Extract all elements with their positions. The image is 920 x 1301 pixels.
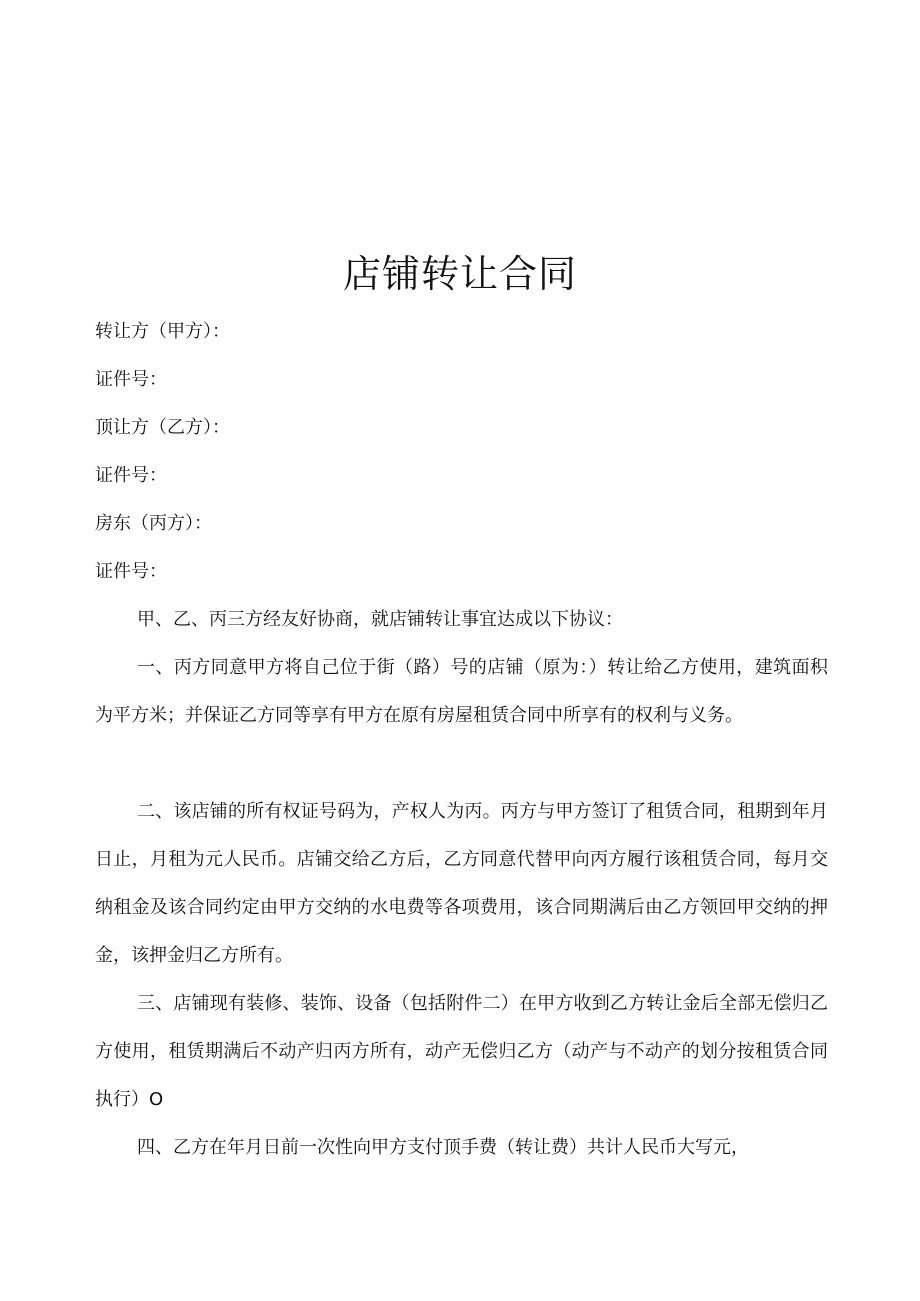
transferee-field: 顶让方（乙方）： [95,417,230,438]
intro-paragraph: 甲、乙、丙三方经友好协商，就店铺转让事宜达成以下协议： [137,609,623,630]
transferee-id-field: 证件号： [95,465,167,486]
landlord-field: 房东（丙方）： [95,513,212,534]
transferor-id-field: 证件号： [95,369,167,390]
transferor-field: 转让方（甲方）： [95,321,230,342]
clause-4: 四、乙方在年月日前一次性向甲方支付顶手费（转让费）共计人民币大写元， [137,1137,749,1158]
clause-2: 二、该店铺的所有权证号码为，产权人为丙。丙方与甲方签订了租赁合同，租期到年月日止，月租为元人民币。店铺交给乙方后，乙方同意代替甲向丙方履行该租赁合同，每月交纳租金及该合同约定由甲方交纳的水电费等各项费用，该合同期满后由乙方领回甲交纳的押金，该押金归乙方所有。 [95,801,828,966]
clause-3: 三、店铺现有装修、装饰、设备（包括附件二）在甲方收到乙方转让金后全部无偿归乙方使用，租赁期满后不动产归丙方所有，动产无偿归乙方（动产与不动产的划分按租赁合同执行）O [95,993,828,1110]
landlord-id-field: 证件号： [95,561,167,582]
contract-title: 店铺转让合同 [342,252,577,296]
clause-1: 一、丙方同意甲方将自己位于街（路）号的店铺（原为：）转让给乙方使用，建筑面积为平方米；并保证乙方同等享有甲方在原有房屋租赁合同中所享有的权利与义务。 [95,657,828,726]
